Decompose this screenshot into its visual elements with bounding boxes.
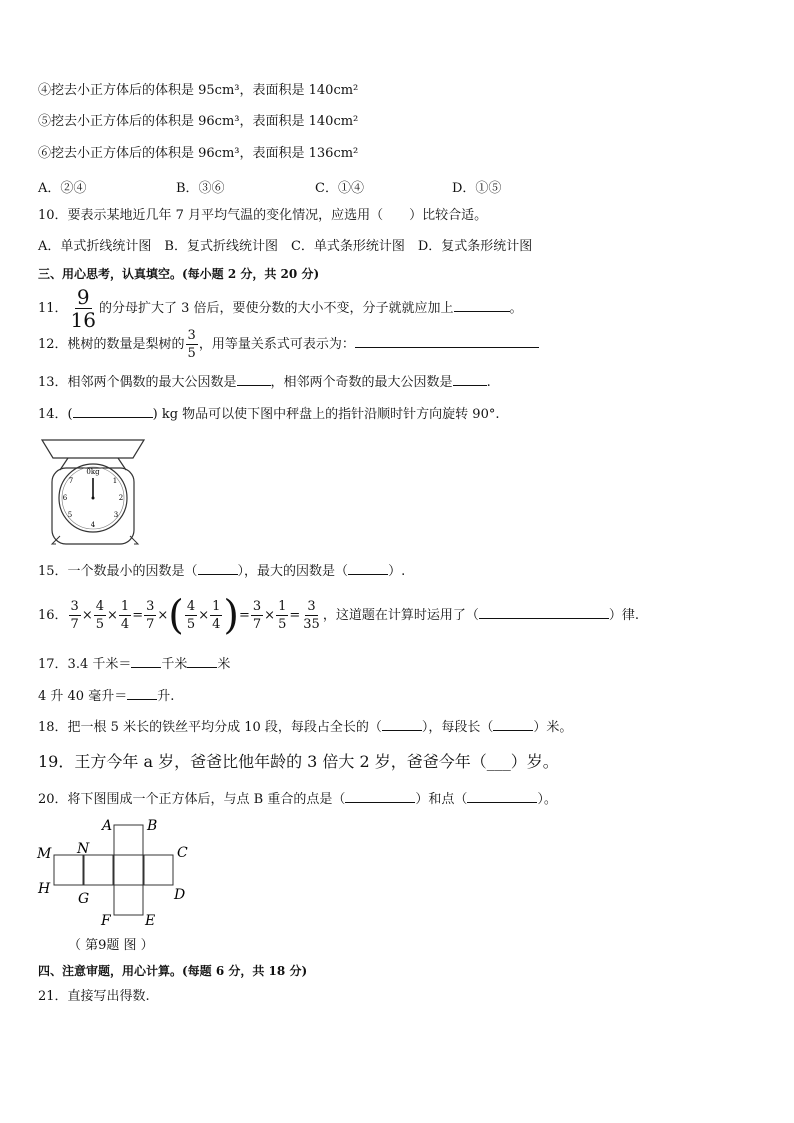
figure-caption: （ 第9题 图 ） xyxy=(68,938,154,953)
q16-op: = xyxy=(132,608,144,623)
q14-answer-blank[interactable] xyxy=(73,405,153,418)
q11-text: 的分母扩大了 3 倍后，要使分数的大小不变，分子就就应加上 xyxy=(99,301,454,316)
scale-pan xyxy=(42,440,144,458)
q16-left-paren: ( xyxy=(168,592,184,639)
q17-text-b: 千米 xyxy=(161,657,188,672)
q18-blank-1[interactable] xyxy=(382,718,422,731)
q12-pre: 12．桃树的数量是梨树的 xyxy=(38,337,185,352)
q16-fraction-5: $\frac{4}{5}$ xyxy=(186,599,196,632)
choice-c: C．①④ xyxy=(315,181,364,196)
q13-text-b: ，相邻两个奇数的最大公因数是 xyxy=(270,375,453,390)
q15-text-b: ），最大的因数是（ xyxy=(237,564,349,579)
q16-fraction-3: $\frac{1}{4}$ xyxy=(120,599,130,632)
q18-text-b: ），每段长（ xyxy=(421,720,494,735)
question-20 xyxy=(38,790,557,809)
choice-b: B．③⑥ xyxy=(176,181,225,196)
scale-label-1: 1 xyxy=(112,477,118,485)
q16-fraction-6: $\frac{1}{4}$ xyxy=(212,599,221,632)
q17-text-e: 升. xyxy=(157,689,175,704)
q16-answer-blank[interactable] xyxy=(479,606,609,619)
option-5: ⑤挖去小正方体后的体积是 96cm³，表面积是 140cm² xyxy=(38,114,359,129)
question-10-options: A．单式折线统计图 B．复式折线统计图 C．单式条形统计图 D．复式条形统计图 xyxy=(38,239,533,254)
q16-fraction-4: $\frac{3}{7}$ xyxy=(146,599,155,632)
question-17-part-2 xyxy=(38,687,174,706)
q11-end: 。 xyxy=(509,301,523,316)
question-17 xyxy=(38,655,230,674)
q17-text-c: 米 xyxy=(217,657,231,672)
q16-op: × xyxy=(157,608,169,623)
q20-blank-1[interactable] xyxy=(345,790,415,803)
net-label-f: F xyxy=(101,913,111,929)
option-4: ④挖去小正方体后的体积是 95cm³，表面积是 140cm² xyxy=(38,83,359,98)
q16-op: × xyxy=(198,608,210,623)
q17-blank-1[interactable] xyxy=(131,655,161,668)
scale-label-5: 5 xyxy=(67,511,73,519)
q11-number: 11． xyxy=(38,301,68,316)
q13-text-a: 13．相邻两个偶数的最大公因数是 xyxy=(38,375,237,390)
q20-text-c: ）。 xyxy=(537,792,557,807)
question-16 xyxy=(38,594,639,638)
q18-text-c: ）米。 xyxy=(533,720,573,735)
scale-zero-label: 0kg xyxy=(86,468,100,476)
q16-fraction-7: $\frac{3}{7}$ xyxy=(252,599,262,632)
q20-text-b: ）和点（ xyxy=(415,792,468,807)
q13-blank-2[interactable] xyxy=(453,373,487,386)
net-label-g: G xyxy=(78,891,90,907)
q16-op: = xyxy=(238,608,250,623)
q16-op: × xyxy=(264,608,276,623)
net-label-c: C xyxy=(177,845,188,861)
section-4-heading: 四、注意审题，用心计算。(每题 6 分，共 18 分) xyxy=(38,964,308,978)
q18-blank-2[interactable] xyxy=(493,718,533,731)
question-14 xyxy=(38,405,499,424)
net-label-m: M xyxy=(37,846,52,862)
q12-answer-blank[interactable] xyxy=(355,335,539,348)
scale-label-2: 2 xyxy=(118,494,124,502)
scale-label-6: 6 xyxy=(62,494,68,502)
cube-net-figure xyxy=(34,815,204,930)
q12-post: ，用等量关系式可表示为： xyxy=(198,337,355,352)
question-15 xyxy=(38,562,405,581)
q15-text-a: 15．一个数最小的因数是（ xyxy=(38,564,198,579)
q11-numerator: 9 xyxy=(76,285,90,309)
q16-op: × xyxy=(107,608,118,623)
choice-d: D．①⑤ xyxy=(452,181,502,196)
scale-label-3: 3 xyxy=(113,511,119,519)
q16-op: × xyxy=(81,608,93,623)
q16-fraction-8: $\frac{1}{5}$ xyxy=(278,599,287,632)
q16-end: ）律. xyxy=(608,608,639,623)
q16-op: = xyxy=(289,608,301,623)
scale-label-7: 7 xyxy=(68,477,74,485)
q16-tail: ，这道题在计算时运用了（ xyxy=(322,608,479,623)
q16-number: 16． xyxy=(38,608,68,623)
q14-post: ) kg 物品可以使下图中秤盘上的指针沿顺时针方向旋转 90°. xyxy=(152,407,500,422)
question-21: 21．直接写出得数. xyxy=(38,989,150,1004)
net-label-b: B xyxy=(147,818,158,834)
net-label-d: D xyxy=(174,887,186,903)
weighing-scale-figure xyxy=(38,436,150,546)
net-label-h: H xyxy=(38,881,51,897)
q16-fraction-1: $\frac{3}{7}$ xyxy=(70,599,79,632)
q16-fraction-2: $\frac{4}{5}$ xyxy=(95,599,105,632)
q16-right-paren: ) xyxy=(223,592,239,639)
q20-blank-2[interactable] xyxy=(467,790,537,803)
q17-text-d: 4 升 40 毫升＝ xyxy=(38,689,128,704)
q12-fraction xyxy=(186,327,198,362)
question-11 xyxy=(38,286,523,331)
option-6: ⑥挖去小正方体后的体积是 96cm³，表面积是 136cm² xyxy=(38,146,359,161)
q15-end: ）. xyxy=(388,564,406,579)
q11-denominator: 16 xyxy=(70,308,96,332)
question-13 xyxy=(38,373,491,392)
q14-pre: 14．( xyxy=(38,407,73,422)
q20-text-a: 20．将下图围成一个正方体后，与点 B 重合的点是（ xyxy=(38,792,346,807)
q13-end: . xyxy=(486,375,491,390)
q17-blank-3[interactable] xyxy=(127,687,157,700)
q17-blank-2[interactable] xyxy=(187,655,217,668)
q15-blank-2[interactable] xyxy=(348,562,388,575)
q11-answer-blank[interactable] xyxy=(454,299,510,312)
scale-label-4: 4 xyxy=(90,521,96,529)
section-3-heading: 三、用心思考，认真填空。(每小题 2 分，共 20 分) xyxy=(38,267,320,281)
question-18 xyxy=(38,718,572,737)
question-10: 10．要表示某地近几年 7 月平均气温的变化情况，应选用（ ）比较合适。 xyxy=(38,208,488,223)
net-label-e: E xyxy=(145,913,156,929)
q17-text-a: 17．3.4 千米＝ xyxy=(38,657,132,672)
q15-blank-1[interactable] xyxy=(198,562,238,575)
q13-blank-1[interactable] xyxy=(237,373,271,386)
net-label-n: N xyxy=(77,841,90,857)
question-12 xyxy=(38,327,539,362)
q18-text-a: 18．把一根 5 米长的铁丝平均分成 10 段，每段占全长的（ xyxy=(38,720,382,735)
q12-denominator: 5 xyxy=(187,346,196,361)
q12-numerator: 3 xyxy=(187,328,196,343)
choice-a: A．②④ xyxy=(38,181,87,196)
cube-net-lines xyxy=(54,825,173,915)
net-label-a: A xyxy=(102,818,113,834)
q16-fraction-9: $\frac{3}{35}$ xyxy=(303,599,320,632)
question-19: 19．王方今年 a 岁，爸爸比他年龄的 3 倍大 2 岁，爸爸今年（___）岁。 xyxy=(38,752,559,771)
q11-fraction xyxy=(69,286,98,331)
